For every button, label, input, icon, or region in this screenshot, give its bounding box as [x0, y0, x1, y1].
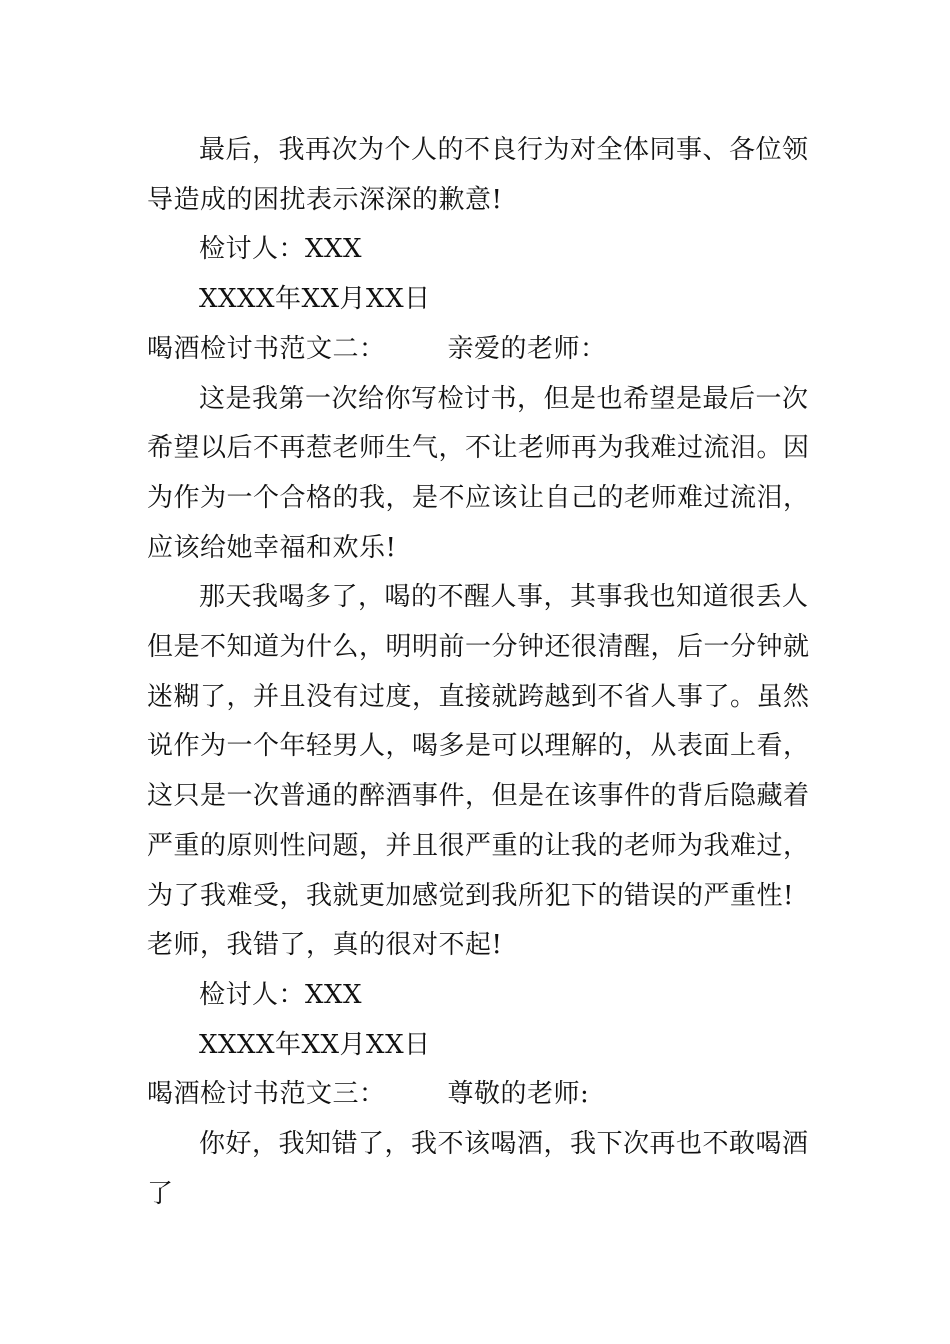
date-line: XXXX年XX月XX日: [199, 284, 431, 315]
sample-2-salutation: 亲爱的老师：: [447, 333, 607, 364]
sample-2-paragraph-2: 那天我喝多了，喝的不醒人事，其事我也知道很丢人但是不知道为什么，明明前一分钟还很清醒，后一分钟就迷糊了，并且没有过度，直接就跨越到不省人事了。虽然说作为一个年轻男人，喝多是可以理解的，从表面上看，这只是一次普通的醉酒事件，但是在该事件的背后隐藏着严重的原则性问题，并且很严重的让我的老师为我难过，为了我难受，我就更加感觉到我所犯下的错误的严重性!老师，我错了，真的很对不起!: [147, 582, 810, 961]
sample-2-heading-line: [147, 325, 817, 375]
sample-3-salutation: 尊敬的老师:: [447, 1079, 590, 1110]
document-body: [147, 126, 817, 1219]
sample-2-signature: 检讨人：XXX: [199, 979, 363, 1010]
sample-2-heading: 喝酒检讨书范文二：: [147, 333, 386, 364]
sample-3-paragraph-1: 你好，我知错了，我不该喝酒，我下次再也不敢喝酒了: [147, 1129, 809, 1209]
sample-2-date: XXXX年XX月XX日: [199, 1029, 431, 1060]
signature-line: 检讨人：XXX: [199, 234, 363, 265]
sample-2-paragraph-1: 这是我第一次给你写检讨书，但是也希望是最后一次希望以后不再惹老师生气，不让老师再为我难过流泪。因为作为一个合格的我，是不应该让自己的老师难过流泪，应该给她幸福和欢乐!: [147, 383, 810, 563]
closing-paragraph: 最后，我再次为个人的不良行为对全体同事、各位领导造成的困扰表示深深的歉意!: [147, 135, 809, 215]
sample-3-heading: 喝酒检讨书范文三：: [147, 1079, 386, 1110]
sample-3-heading-line: [147, 1070, 817, 1120]
